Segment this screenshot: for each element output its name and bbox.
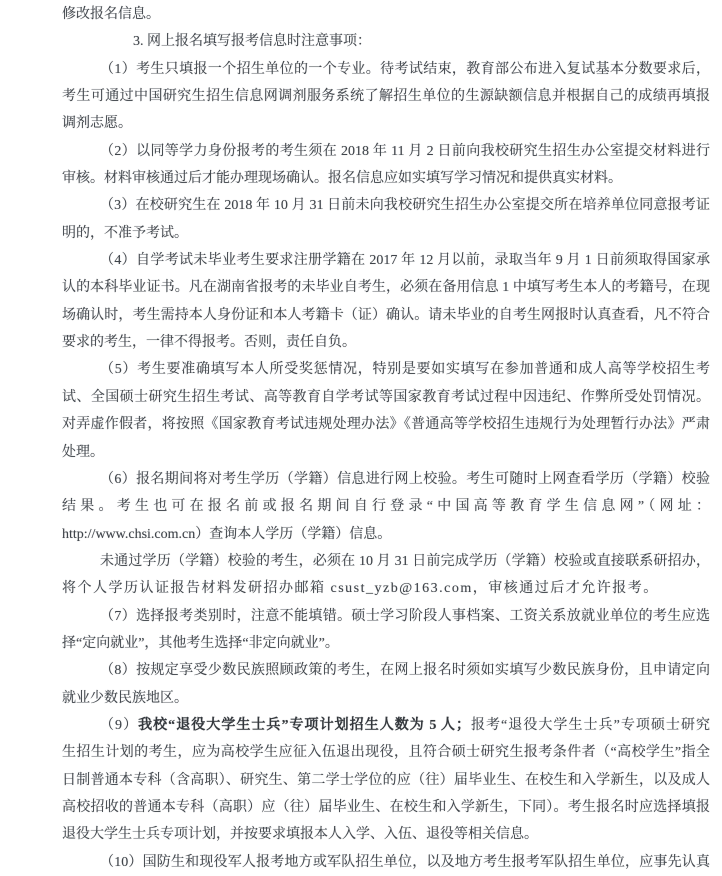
text-line: （2）以同等学力身份报考的考生须在 2018 年 11 月 2 日前向我校研究生招生办公室提交材料进行 <box>100 143 710 159</box>
text-line: 修改报名信息。 <box>62 7 160 22</box>
text-line: 处理。 <box>62 444 104 460</box>
text-line: （10）国防生和现役军人报考地方或军队招生单位，以及地方考生报考军队招生单位，应事先认真 <box>100 854 710 870</box>
bold-veteran-plan-quota: 我校“退役大学生士兵”专项计划招生人数为 5 人； <box>138 717 470 733</box>
text-line: 要求的考生，一律不得报考。否则，责任自负。 <box>62 335 356 351</box>
text-line: 对弄虚作假者，将按照《国家教育考试违规处理办法》《普通高等学校招生违规行为处理暂行办法》严肃 <box>62 417 710 433</box>
text-line-url: http://www.chsi.com.cn）查询本人学历（学籍）信息。 <box>62 526 392 542</box>
text-line: 未通过学历（学籍）校验的考生，必须在 10 月 31 日前完成学历（学籍）校验或直接联系研招办， <box>100 553 710 569</box>
text-line: （7）选择报考类别时，注意不能填错。硕士学习阶段人事档案、工资关系放就业单位的考生应选 <box>100 608 710 624</box>
section-heading: 3. 网上报名填写报考信息时注意事项： <box>133 34 371 50</box>
item-number: （9） <box>100 717 139 733</box>
text-line: 退役大学生士兵专项计划，并按要求填报本人入学、入伍、退役等相关信息。 <box>62 827 538 843</box>
text-line: 考生可通过中国研究生招生信息网调剂服务系统了解招生单位的生源缺额信息并根据自己的成绩再填报 <box>62 89 710 105</box>
text-line: 场确认时，考生需持本人身份证和本人考籍卡（证）确认。请未毕业的自考生网报时认真查看，凡不符合 <box>62 307 710 323</box>
text-line-special-plan <box>62 712 710 739</box>
text-line-email: 将个人学历认证报告材料发研招办邮箱 csust_yzb@163.com，审核通过后才允许报考。 <box>62 581 659 597</box>
text-line: （8）按规定享受少数民族照顾政策的考生，在网上报名时须如实填写少数民族身份，且申请定向 <box>100 663 710 679</box>
text-line: 生招生计划的考生，应为高校学生应征入伍退出现役，且符合硕士研究生报考条件者（“高校学生”指全 <box>62 745 710 761</box>
text-line: （3）在校研究生在 2018 年 10 月 31 日前未向我校研究生招生办公室提交所在培养单位同意报考证 <box>100 198 710 214</box>
text-line: 就业少数民族地区。 <box>62 690 188 706</box>
text-line: 高校招收的普通本专科（高职）应（往）届毕业生、在校生和入学新生，下同）。考生报名时应选择填报 <box>62 799 710 815</box>
text-line: 择“定向就业”，其他考生选择“非定向就业”。 <box>62 635 339 651</box>
text-line: （5）考生要准确填写本人所受奖惩情况，特别是要如实填写在参加普通和成人高等学校招生考 <box>100 362 710 378</box>
text-line: （1）考生只填报一个招生单位的一个专业。待考试结束，教育部公布进入复试基本分数要求后， <box>100 61 710 77</box>
text-line: 调剂志愿。 <box>62 116 132 132</box>
text-line: 日制普通本专科（含高职）、研究生、第二学士学位的应（往）届毕业生、在校生和入学新生，以及成人 <box>62 772 710 788</box>
text-line: （6）报名期间将对考生学历（学籍）信息进行网上校验。考生可随时上网查看学历（学籍）校验 <box>100 471 710 487</box>
text-line: 审核。材料审核通过后才能办理现场确认。报名信息应如实填写学习情况和提供真实材料。 <box>62 171 622 187</box>
text-line: 结果。考生也可在报名前或报名期间自行登录“中国高等教育学生信息网”（网址： <box>62 499 710 515</box>
text-line: 认的本科毕业证书。凡在湖南省报考的未毕业自考生，必须在备用信息 1 中填写考生本人的考籍号，在现 <box>62 280 710 296</box>
text-line: 明的，不准予考试。 <box>62 225 188 241</box>
text-line: （4）自学考试未毕业考生要求注册学籍在 2017 年 12 月以前，录取当年 9 月 1 日前须取得国家承 <box>100 253 710 269</box>
text-line: 试、全国硕士研究生招生考试、高等教育自学考试等国家教育考试过程中因违纪、作弊所受处罚情况。 <box>62 389 710 405</box>
line-text: 报考“退役大学生士兵”专项硕士研究 <box>469 717 710 733</box>
